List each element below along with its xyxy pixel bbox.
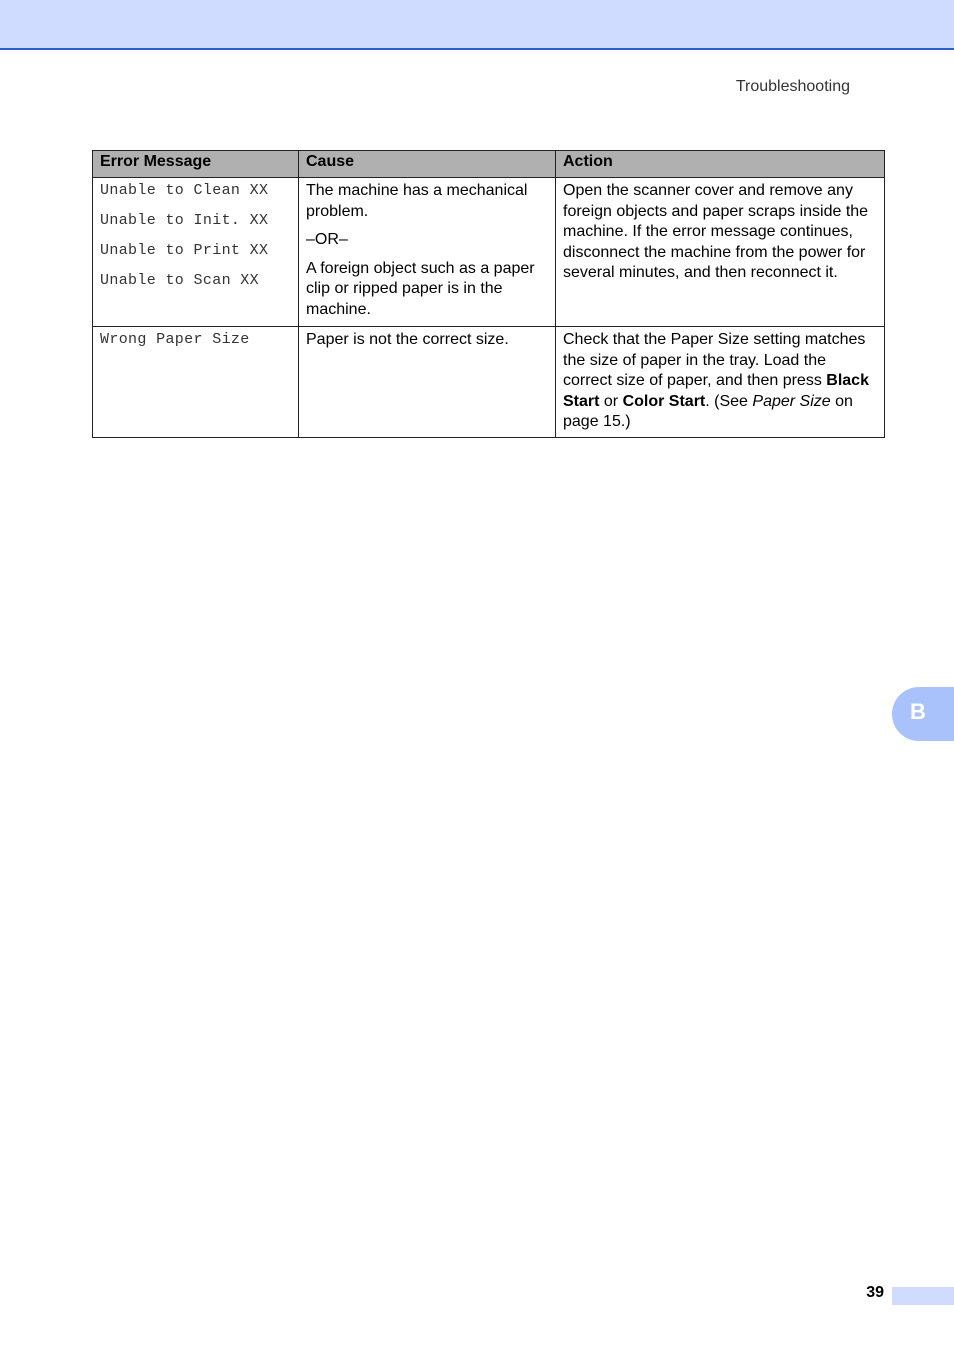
column-header-cause: Cause bbox=[299, 151, 556, 178]
cause-text: A foreign object such as a paper clip or ripped paper is in the machine. bbox=[306, 259, 535, 318]
cause-text: Paper is not the correct size. bbox=[306, 331, 509, 348]
error-table bbox=[92, 150, 885, 438]
cause-cell bbox=[299, 178, 556, 327]
action-text bbox=[563, 330, 877, 433]
cause-separator: –OR– bbox=[306, 231, 348, 248]
error-message: Unable to Scan XX bbox=[100, 272, 259, 289]
error-message: Wrong Paper Size bbox=[100, 331, 250, 348]
table-row bbox=[93, 327, 885, 438]
cross-reference-link[interactable]: Paper Size bbox=[752, 392, 831, 410]
color-start-key: Color Start bbox=[622, 392, 706, 410]
header-band bbox=[0, 0, 954, 50]
action-text: Open the scanner cover and remove any foreign objects and paper scraps inside the machine. If the error message continues, disconnect the machine from the power for several minutes, and then reconnect it. bbox=[563, 182, 869, 281]
section-title: Troubleshooting bbox=[735, 78, 850, 95]
error-message: Unable to Init. XX bbox=[100, 212, 269, 229]
chapter-tab[interactable] bbox=[892, 687, 954, 741]
action-text-part: on page 15.) bbox=[563, 392, 853, 430]
action-cell bbox=[556, 178, 885, 327]
error-message-cell bbox=[93, 178, 299, 327]
column-header-action: Action bbox=[556, 151, 885, 178]
action-text-part: or bbox=[599, 392, 623, 410]
action-text-part: Check that the Paper Size setting matches the size of paper in the tray. Load the correct size of paper, and then press bbox=[563, 331, 866, 389]
column-header-error-message: Error Message bbox=[93, 151, 299, 178]
table-row bbox=[93, 178, 885, 327]
cause-text: The machine has a mechanical problem. bbox=[306, 182, 528, 220]
error-message: Unable to Print XX bbox=[100, 242, 269, 259]
page-number-bar bbox=[892, 1287, 954, 1305]
black-start-key: Black Start bbox=[563, 372, 869, 410]
error-message: Unable to Clean XX bbox=[100, 182, 269, 199]
action-text-part: . (See bbox=[705, 392, 753, 410]
error-message-cell bbox=[93, 327, 299, 438]
chapter-tab-label: B bbox=[910, 699, 926, 724]
table-header-row bbox=[93, 151, 885, 178]
cause-cell bbox=[299, 327, 556, 438]
action-cell bbox=[556, 327, 885, 438]
page-number: 39 bbox=[866, 1284, 884, 1301]
